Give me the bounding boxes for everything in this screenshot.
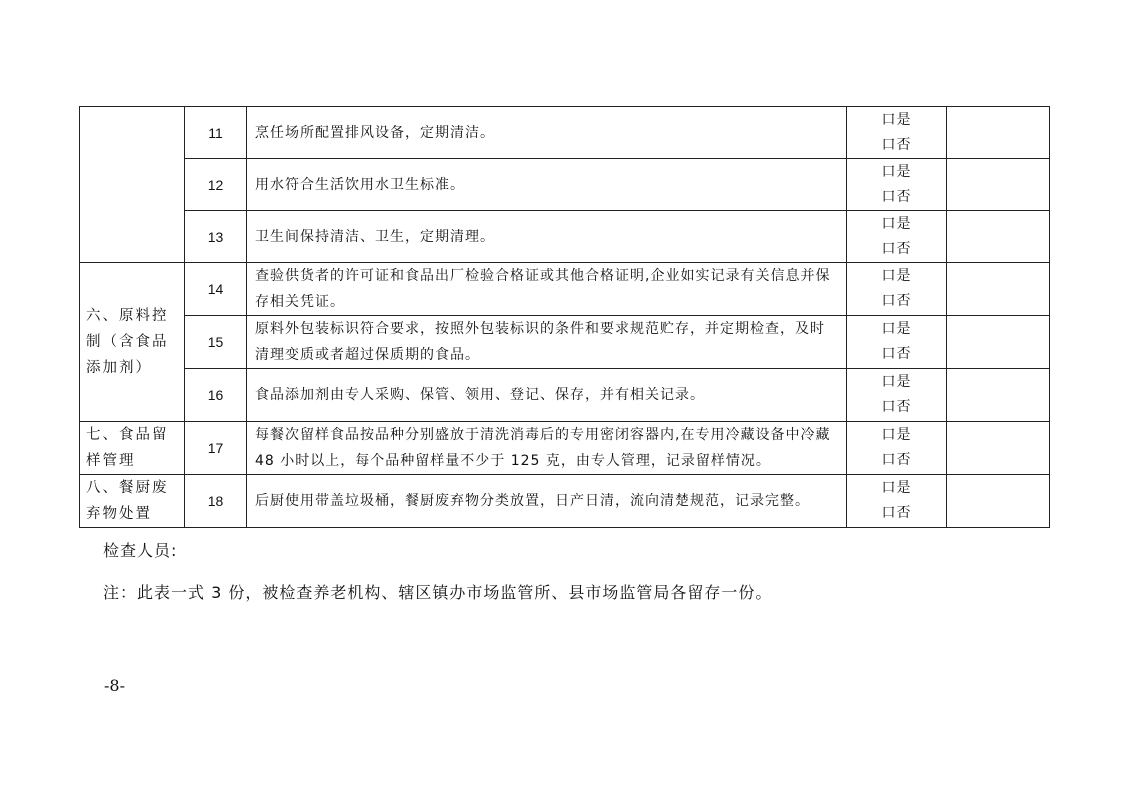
yes-checkbox[interactable]: 口是 xyxy=(881,321,912,337)
no-checkbox[interactable]: 口否 xyxy=(881,346,912,362)
row-number: 15 xyxy=(185,316,247,369)
remarks-cell[interactable] xyxy=(947,475,1050,528)
table-row xyxy=(80,263,1050,316)
remarks-cell[interactable] xyxy=(947,159,1050,211)
yes-checkbox[interactable]: 口是 xyxy=(881,163,912,180)
row-requirement: 原料外包装标识符合要求，按照外包装标识的条件和要求规范贮存，并定期检查，及时清理变质或者超过保质期的食品。 xyxy=(247,316,847,369)
category-food-sample: 七、食品留样管理 xyxy=(80,422,185,475)
row-number: 18 xyxy=(185,475,247,528)
table-row xyxy=(80,211,1050,263)
no-checkbox[interactable]: 口否 xyxy=(881,188,912,205)
row-requirement: 每餐次留样食品按品种分别盛放于清洗消毒后的专用密闭容器内,在专用冷藏设备中冷藏 48 小时以上，每个品种留样量不少于 125 克，由专人管理，记录留样情况。 xyxy=(247,422,847,475)
row-number: 17 xyxy=(185,422,247,475)
row-requirement: 用水符合生活饮用水卫生标准。 xyxy=(247,159,847,211)
yes-checkbox[interactable]: 口是 xyxy=(881,374,912,390)
check-options xyxy=(847,316,947,369)
check-options xyxy=(847,369,947,422)
yes-checkbox[interactable]: 口是 xyxy=(881,427,912,443)
table-row xyxy=(80,316,1050,369)
row-requirement: 食品添加剂由专人采购、保管、领用、登记、保存，并有相关记录。 xyxy=(247,369,847,422)
no-checkbox[interactable]: 口否 xyxy=(881,240,912,257)
no-checkbox[interactable]: 口否 xyxy=(881,293,912,309)
row-requirement: 后厨使用带盖垃圾桶，餐厨废弃物分类放置，日产日清，流向清楚规范，记录完整。 xyxy=(247,475,847,528)
remarks-cell[interactable] xyxy=(947,369,1050,422)
row-number: 14 xyxy=(185,263,247,316)
table-row xyxy=(80,475,1050,528)
category-raw-material-control: 六、原料控制（含食品添加剂） xyxy=(80,263,185,422)
no-checkbox[interactable]: 口否 xyxy=(881,505,912,521)
inspector-label: 检查人员: xyxy=(103,541,178,560)
check-options xyxy=(847,159,947,211)
row-number: 11 xyxy=(185,107,247,159)
category-kitchen-waste: 八、餐厨废弃物处置 xyxy=(80,475,185,528)
remarks-cell[interactable] xyxy=(947,107,1050,159)
remarks-cell[interactable] xyxy=(947,422,1050,475)
yes-checkbox[interactable]: 口是 xyxy=(881,268,912,284)
yes-checkbox[interactable]: 口是 xyxy=(881,111,912,128)
row-requirement: 卫生间保持清洁、卫生，定期清理。 xyxy=(247,211,847,263)
check-options xyxy=(847,107,947,159)
check-options xyxy=(847,263,947,316)
table-row xyxy=(80,422,1050,475)
check-options xyxy=(847,211,947,263)
table-row xyxy=(80,107,1050,159)
check-options xyxy=(847,422,947,475)
row-number: 13 xyxy=(185,211,247,263)
check-options xyxy=(847,475,947,528)
yes-checkbox[interactable]: 口是 xyxy=(881,215,912,232)
remarks-cell[interactable] xyxy=(947,211,1050,263)
table-row xyxy=(80,159,1050,211)
no-checkbox[interactable]: 口否 xyxy=(881,452,912,468)
remarks-cell[interactable] xyxy=(947,263,1050,316)
page-number: -8- xyxy=(104,676,125,695)
no-checkbox[interactable]: 口否 xyxy=(881,136,912,153)
no-checkbox[interactable]: 口否 xyxy=(881,399,912,415)
category-cell-empty xyxy=(80,107,185,263)
footnote: 注：此表一式 3 份，被检查养老机构、辖区镇办市场监管所、县市场监管局各留存一份。 xyxy=(103,583,773,602)
row-number: 12 xyxy=(185,159,247,211)
inspection-table xyxy=(79,106,1050,528)
table-row xyxy=(80,369,1050,422)
row-requirement: 烹任场所配置排风设备，定期清洁。 xyxy=(247,107,847,159)
row-requirement: 查验供货者的许可证和食品出厂检验合格证或其他合格证明,企业如实记录有关信息并保存相关凭证。 xyxy=(247,263,847,316)
yes-checkbox[interactable]: 口是 xyxy=(881,480,912,496)
row-number: 16 xyxy=(185,369,247,422)
remarks-cell[interactable] xyxy=(947,316,1050,369)
